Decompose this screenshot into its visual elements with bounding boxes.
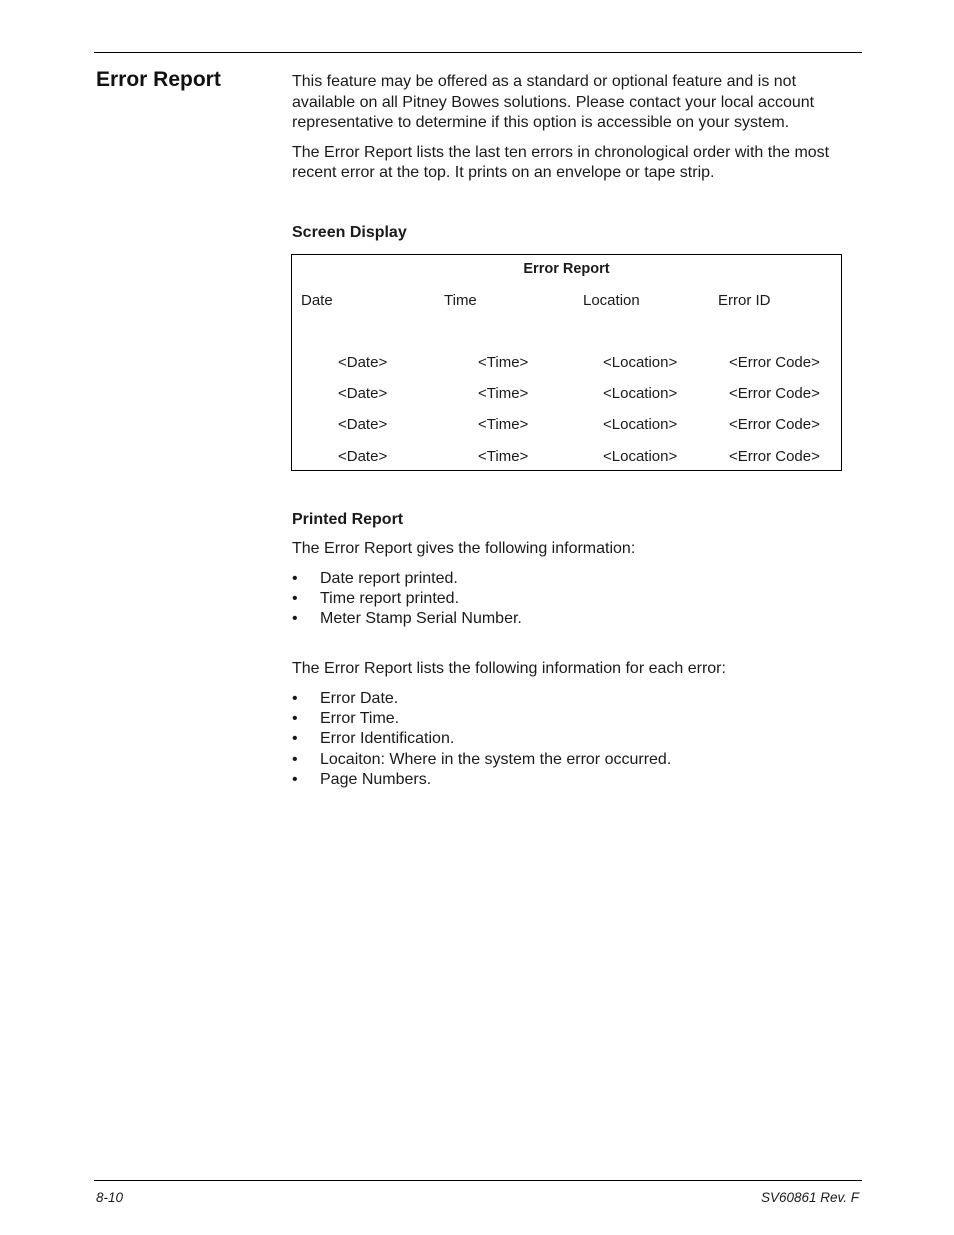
intro-paragraph-2: The Error Report lists the last ten errors in chronological order with the most recent error at the top. It prints on an envelope or tape strip. [292,143,830,181]
column-header-time: Time [444,292,477,309]
list-item: • Time report printed. [292,589,852,609]
row-3-time: <Time> [478,416,529,433]
row-4-location: <Location> [603,448,678,465]
row-4-date: <Date> [338,448,388,465]
header-rule [94,52,862,53]
row-2-location: <Location> [603,385,678,402]
intro-paragraph-1: This feature may be offered as a standard or optional feature and is not available on all Pitney Bowes solutions. Please contact your local account representative to determine if this option is accessible on your system. [292,73,815,131]
list-item: • Error Time. [292,709,852,729]
row-1-error-code: <Error Code> [729,354,820,371]
printed-report-intro: The Error Report gives the following information: [292,540,636,557]
list-item: • Date report printed. [292,569,852,589]
row-2-error-code: <Error Code> [729,385,820,402]
per-error-intro: The Error Report lists the following information for each error: [292,660,726,677]
list-item: • Error Date. [292,689,852,709]
list-item: • Meter Stamp Serial Number. [292,609,852,629]
footer-rule [94,1180,862,1181]
screen-display-title: Error Report [523,261,610,277]
column-header-error-id: Error ID [718,292,771,309]
row-3-location: <Location> [603,416,678,433]
row-2-date: <Date> [338,385,388,402]
list-item: • Error Identification. [292,729,852,749]
section-title: Error Report [96,68,221,91]
screen-display-heading: Screen Display [292,224,407,241]
column-header-date: Date [301,292,333,309]
row-3-error-code: <Error Code> [729,416,820,433]
list-item: • Locaiton: Where in the system the error occurred. [292,750,852,770]
printed-report-heading: Printed Report [292,511,404,528]
row-1-time: <Time> [478,354,529,371]
row-1-date: <Date> [338,354,388,371]
document-id: SV60861 Rev. F [760,1190,859,1205]
per-error-list [292,689,852,790]
page-number: 8-10 [96,1190,124,1205]
row-2-time: <Time> [478,385,529,402]
row-3-date: <Date> [338,416,388,433]
row-4-time: <Time> [478,448,529,465]
list-item: • Page Numbers. [292,770,852,790]
row-4-error-code: <Error Code> [729,448,820,465]
row-1-location: <Location> [603,354,678,371]
column-header-location: Location [583,292,640,309]
intro-block [292,72,858,184]
screen-display-box [291,254,842,471]
printed-report-list [292,569,852,630]
